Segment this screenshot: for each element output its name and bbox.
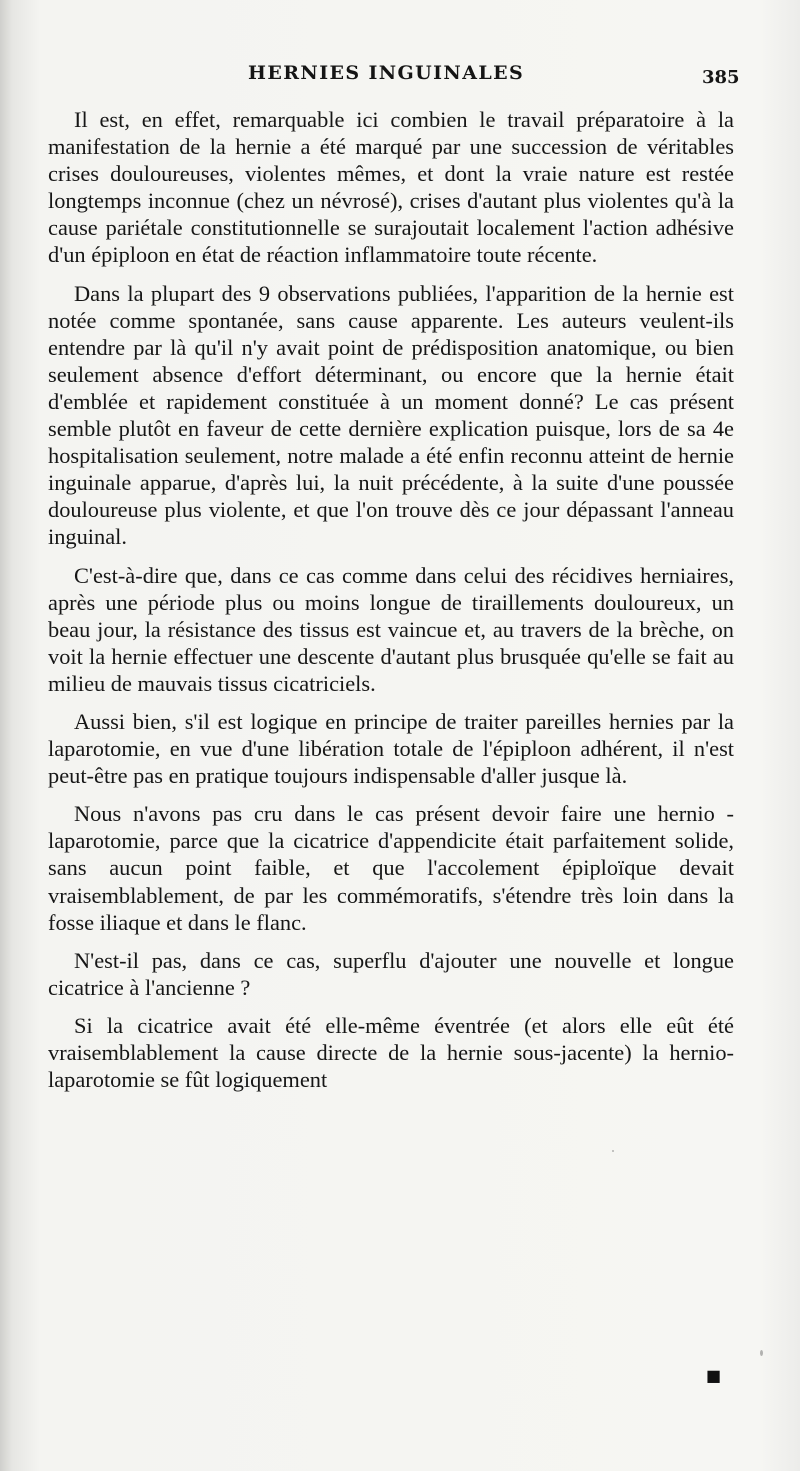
page-header: [0, 58, 800, 92]
print-speck: [432, 330, 435, 333]
paragraph-6: N'est-il pas, dans ce cas, superflu d'ajouter une nouvelle et longue cicatrice à l'ancienne ?: [48, 947, 734, 1000]
paragraph-2: Dans la plupart des 9 observations publiées, l'apparition de la hernie est notée comme spontanée, sans cause apparente. Les auteurs veulent-ils entendre par là qu'il n'y avait point de prédisposition anatomique, ou bien seulement absence d'effort déterminant, ou encore que la hernie était d'emblée et rapidement constituée à un moment donné? Le cas présent semble plutôt en faveur de cette dernière explication puisque, lors de sa 4e hospitalisation seulement, notre malade a été enfin reconnu atteint de hernie inguinale apparue, d'après lui, la nuit précédente, à la suite d'une poussée douloureuse plus violente, et que l'on trouve dès ce jour dépassant l'anneau inguinal.: [48, 280, 734, 550]
paragraph-1: Il est, en effet, remarquable ici combien le travail préparatoire à la manifestation de la hernie a été marqué par une succession de véritables crises douloureuses, violentes mêmes, et dont la vraie nature est restée longtemps inconnue (chez un névrosé), crises d'autant plus violentes qu'à la cause pariétale constitutionnelle se surajoutait localement l'action adhésive d'un épiploon en état de réaction inflammatoire toute récente.: [48, 107, 734, 268]
paragraph-5: Nous n'avons pas cru dans le cas présent devoir faire une hernio - laparotomie, parce que la cicatrice d'appendicite était parfaitement solide, sans aucun point faible, et que l'accolement épiploïque devait vraisemblablement, de par les commémoratifs, s'étendre très loin dans la fosse iliaque et dans le flanc.: [48, 801, 734, 935]
page-number: 385: [702, 67, 740, 88]
body-text: [48, 106, 734, 1104]
print-speck: [612, 1150, 614, 1152]
print-speck: [760, 1350, 763, 1356]
paragraph-4: Aussi bien, s'il est logique en principe de traiter pareilles hernies par la laparotomie, en vue d'une libération totale de l'épiploon adhérent, il n'est peut-être pas en pratique toujours indispensable d'aller jusque là.: [48, 708, 734, 789]
paragraph-7: Si la cicatrice avait été elle-même éventrée (et alors elle eût été vraisemblablement la cause directe de la hernie sous-jacente) la hernio-laparotomie se fût logiquement: [48, 1012, 734, 1093]
paragraph-3: C'est-à-dire que, dans ce cas comme dans celui des récidives herniaires, après une période plus ou moins longue de tiraillements douloureux, un beau jour, la résistance des tissus est vaincue et, au travers de la brèche, on voit la hernie effectuer une descente d'autant plus brusquée qu'elle se fait au milieu de mauvais tissus cicatriciels.: [48, 562, 734, 696]
signature-mark: ■: [706, 1366, 722, 1385]
running-title: HERNIES INGUINALES: [248, 62, 525, 84]
